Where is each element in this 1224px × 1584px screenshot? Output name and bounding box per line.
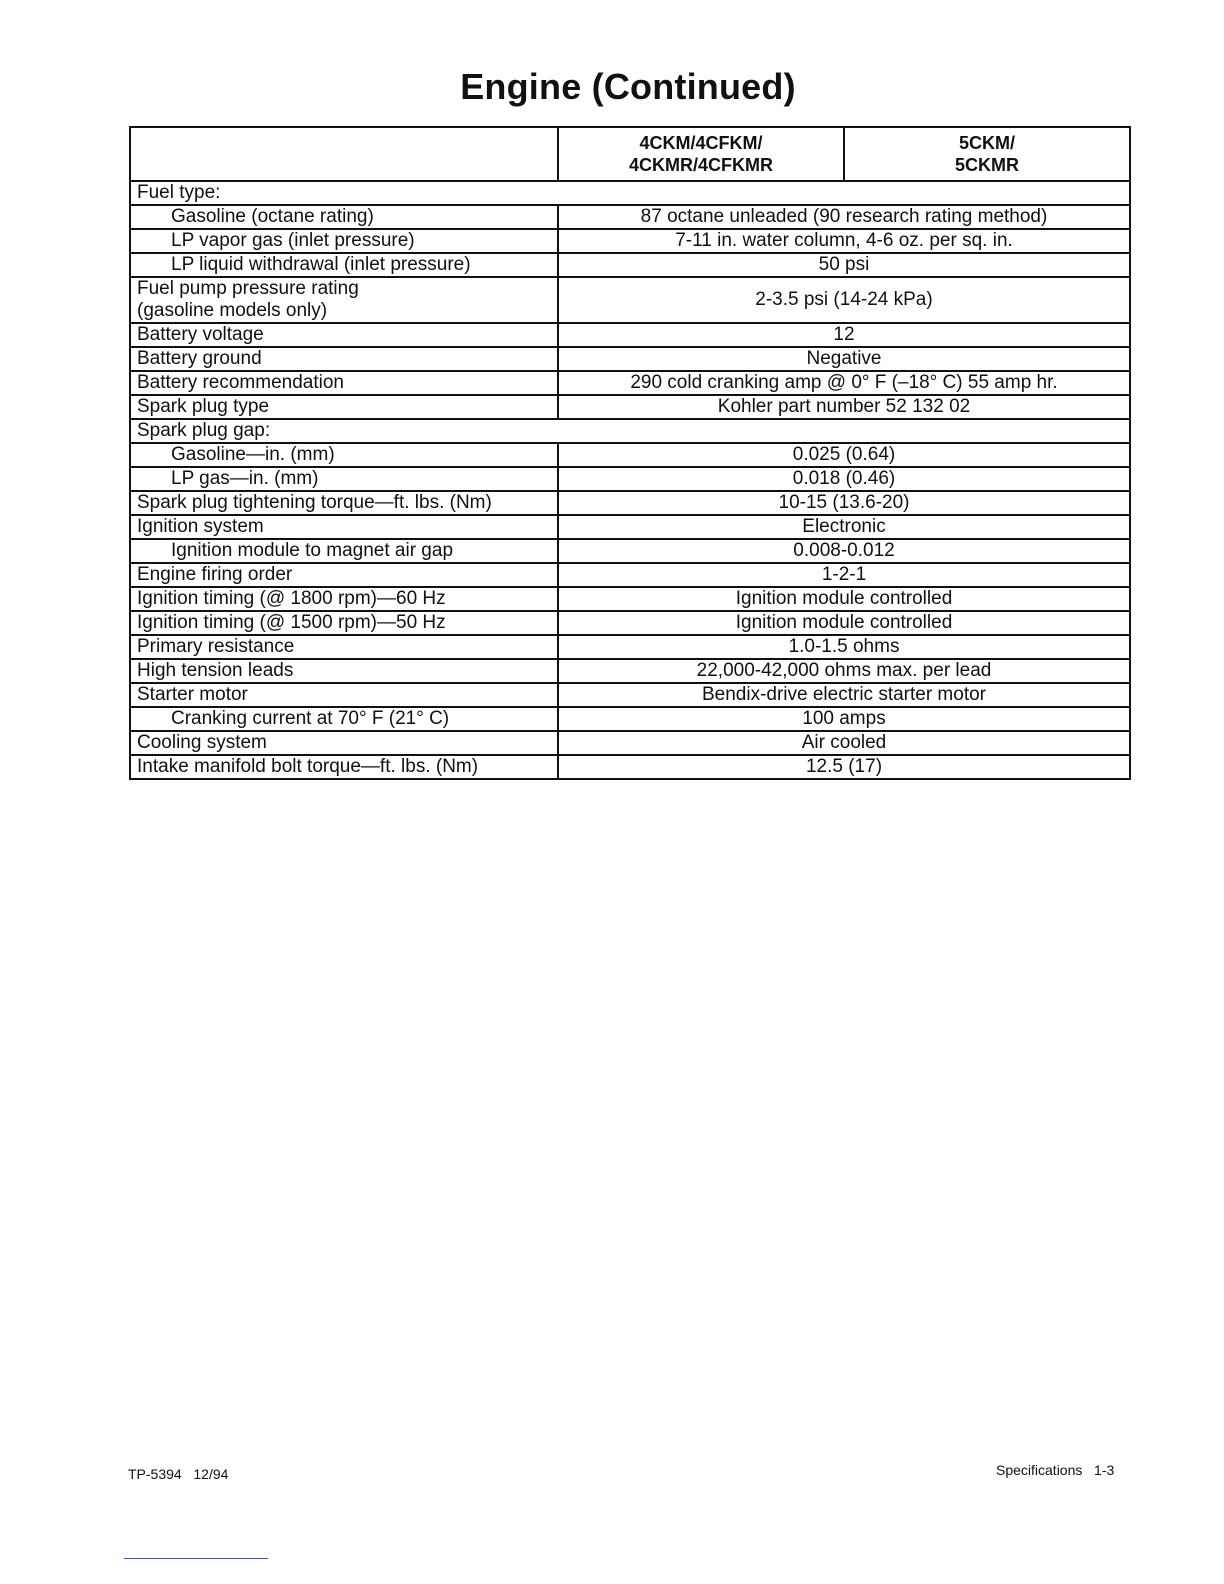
spec-value: Bendix-drive electric starter motor bbox=[558, 683, 1130, 707]
table-row bbox=[130, 731, 1130, 755]
spec-value: 12 bbox=[558, 323, 1130, 347]
table-row bbox=[130, 491, 1130, 515]
spec-value: 22,000-42,000 ohms max. per lead bbox=[558, 659, 1130, 683]
spec-value: 10-15 (13.6-20) bbox=[558, 491, 1130, 515]
table-row bbox=[130, 371, 1130, 395]
spec-value: 0.025 (0.64) bbox=[558, 443, 1130, 467]
table-row bbox=[130, 659, 1130, 683]
page-title: Engine (Continued) bbox=[460, 66, 796, 107]
table-row bbox=[130, 347, 1130, 371]
spec-label: Battery recommendation bbox=[130, 371, 558, 395]
spec-label: Ignition module to magnet air gap bbox=[130, 539, 558, 563]
spec-label: Gasoline—in. (mm) bbox=[130, 443, 558, 467]
spec-label: Fuel pump pressure rating (gasoline models only) bbox=[130, 277, 558, 323]
spec-value bbox=[558, 419, 1130, 443]
spec-value bbox=[558, 181, 1130, 205]
header-blank-cell bbox=[130, 127, 558, 181]
spec-label: Starter motor bbox=[130, 683, 558, 707]
spec-value: Electronic bbox=[558, 515, 1130, 539]
spec-label: High tension leads bbox=[130, 659, 558, 683]
table-row bbox=[130, 467, 1130, 491]
spec-label: Spark plug type bbox=[130, 395, 558, 419]
spec-value: 1-2-1 bbox=[558, 563, 1130, 587]
table-row bbox=[130, 635, 1130, 659]
footer-rule bbox=[124, 1558, 268, 1559]
spec-label: Spark plug tightening torque—ft. lbs. (Nm) bbox=[130, 491, 558, 515]
spec-value: 50 psi bbox=[558, 253, 1130, 277]
spec-label: Primary resistance bbox=[130, 635, 558, 659]
table-row bbox=[130, 205, 1130, 229]
spec-label: Fuel type: bbox=[130, 181, 558, 205]
spec-label: Intake manifold bolt torque—ft. lbs. (Nm) bbox=[130, 755, 558, 779]
spec-label: Battery voltage bbox=[130, 323, 558, 347]
spec-label: Gasoline (octane rating) bbox=[130, 205, 558, 229]
table-row bbox=[130, 181, 1130, 205]
spec-value: 0.008-0.012 bbox=[558, 539, 1130, 563]
table-row bbox=[130, 395, 1130, 419]
spec-value: 0.018 (0.46) bbox=[558, 467, 1130, 491]
engine-spec-table bbox=[129, 126, 1131, 780]
spec-label: Battery ground bbox=[130, 347, 558, 371]
header-model-4ckm: 4CKM/4CFKM/ 4CKMR/4CFKMR bbox=[558, 127, 844, 181]
spec-value: 7-11 in. water column, 4-6 oz. per sq. in. bbox=[558, 229, 1130, 253]
table-row bbox=[130, 683, 1130, 707]
spec-label: Cooling system bbox=[130, 731, 558, 755]
page-number: Specifications 1-3 bbox=[996, 1462, 1115, 1478]
table-row bbox=[130, 253, 1130, 277]
table-row bbox=[130, 229, 1130, 253]
spec-value: 2-3.5 psi (14-24 kPa) bbox=[558, 277, 1130, 323]
table-row bbox=[130, 323, 1130, 347]
spec-label: Ignition timing (@ 1500 rpm)—50 Hz bbox=[130, 611, 558, 635]
spec-label: Engine firing order bbox=[130, 563, 558, 587]
spec-value: Ignition module controlled bbox=[558, 611, 1130, 635]
spec-value: Air cooled bbox=[558, 731, 1130, 755]
table-row bbox=[130, 563, 1130, 587]
table-row bbox=[130, 539, 1130, 563]
table-row bbox=[130, 611, 1130, 635]
spec-label: LP gas—in. (mm) bbox=[130, 467, 558, 491]
spec-label: Spark plug gap: bbox=[130, 419, 558, 443]
table-row bbox=[130, 755, 1130, 779]
spec-value: 87 octane unleaded (90 research rating method) bbox=[558, 205, 1130, 229]
header-model-5ckm: 5CKM/ 5CKMR bbox=[844, 127, 1130, 181]
spec-value: Kohler part number 52 132 02 bbox=[558, 395, 1130, 419]
table-header-row bbox=[130, 127, 1130, 181]
spec-value: 1.0-1.5 ohms bbox=[558, 635, 1130, 659]
spec-label: Cranking current at 70° F (21° C) bbox=[130, 707, 558, 731]
document-code: TP-5394 12/94 bbox=[128, 1466, 229, 1482]
table-row bbox=[130, 443, 1130, 467]
spec-value: 290 cold cranking amp @ 0° F (–18° C) 55 amp hr. bbox=[558, 371, 1130, 395]
table-row bbox=[130, 587, 1130, 611]
spec-table-body bbox=[130, 181, 1130, 779]
spec-label: Ignition timing (@ 1800 rpm)—60 Hz bbox=[130, 587, 558, 611]
table-row bbox=[130, 707, 1130, 731]
spec-value: 12.5 (17) bbox=[558, 755, 1130, 779]
table-row bbox=[130, 277, 1130, 323]
table-row bbox=[130, 419, 1130, 443]
spec-value: Ignition module controlled bbox=[558, 587, 1130, 611]
spec-value: 100 amps bbox=[558, 707, 1130, 731]
table-row bbox=[130, 515, 1130, 539]
spec-value: Negative bbox=[558, 347, 1130, 371]
spec-label: LP vapor gas (inlet pressure) bbox=[130, 229, 558, 253]
spec-label: Ignition system bbox=[130, 515, 558, 539]
spec-label: LP liquid withdrawal (inlet pressure) bbox=[130, 253, 558, 277]
